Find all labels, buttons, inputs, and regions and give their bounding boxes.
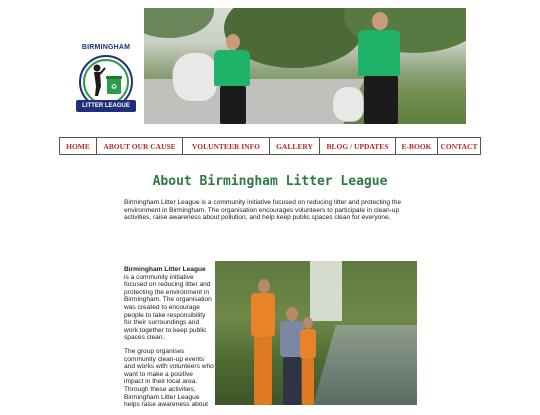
about-paragraph-1-body: is a community initiative focused on reducing litter and protecting the environment in Birmingham. The organisation was created to encourage people to take responsibility for their surroundings and work together to keep public spaces clean. — [124, 273, 212, 342]
nav-blog-updates[interactable]: BLOG / UPDATES — [319, 138, 395, 154]
volunteers-hero-image — [144, 8, 466, 124]
page-title: About Birmingham Litter League — [152, 174, 388, 189]
nav-home[interactable]: HOME — [66, 141, 90, 151]
nav-gallery[interactable]: GALLERY — [269, 138, 319, 154]
logo-banner: LITTER LEAGUE — [76, 100, 136, 112]
site-header — [58, 8, 466, 126]
logo-top-text: BIRMINGHAM — [81, 44, 131, 51]
nav-volunteer-info[interactable]: VOLUNTEER INFO — [182, 138, 269, 154]
river-cleanup-photo — [215, 261, 417, 405]
main-navigation — [59, 137, 481, 155]
about-section-text — [124, 266, 214, 415]
nav-about-our-cause[interactable]: ABOUT OUR CAUSE — [96, 138, 182, 154]
nav-contact[interactable]: CONTACT — [437, 138, 480, 154]
about-section-heading: Birmingham Litter League — [124, 266, 206, 273]
birmingham-litter-league-logo[interactable] — [68, 38, 144, 122]
about-paragraph-2: The group organises community clean-up events and works with volunteers who want to make a positive impact in their local area. Through these activities, Birmingham Litter League helps raise awareness about — [124, 347, 214, 409]
svg-text:♻: ♻ — [110, 83, 118, 91]
about-paragraph-1 — [124, 266, 214, 342]
intro-paragraph: Birmingham Litter League is a community initiative focused on reducing litter and protecting the environment in Birmingham. The organisation encourages volunteers to participate in clean-up activities, raise awareness about pollution, and help keep public spaces clean for everyone. — [124, 199, 402, 222]
nav-e-book[interactable]: E-BOOK — [395, 138, 437, 154]
